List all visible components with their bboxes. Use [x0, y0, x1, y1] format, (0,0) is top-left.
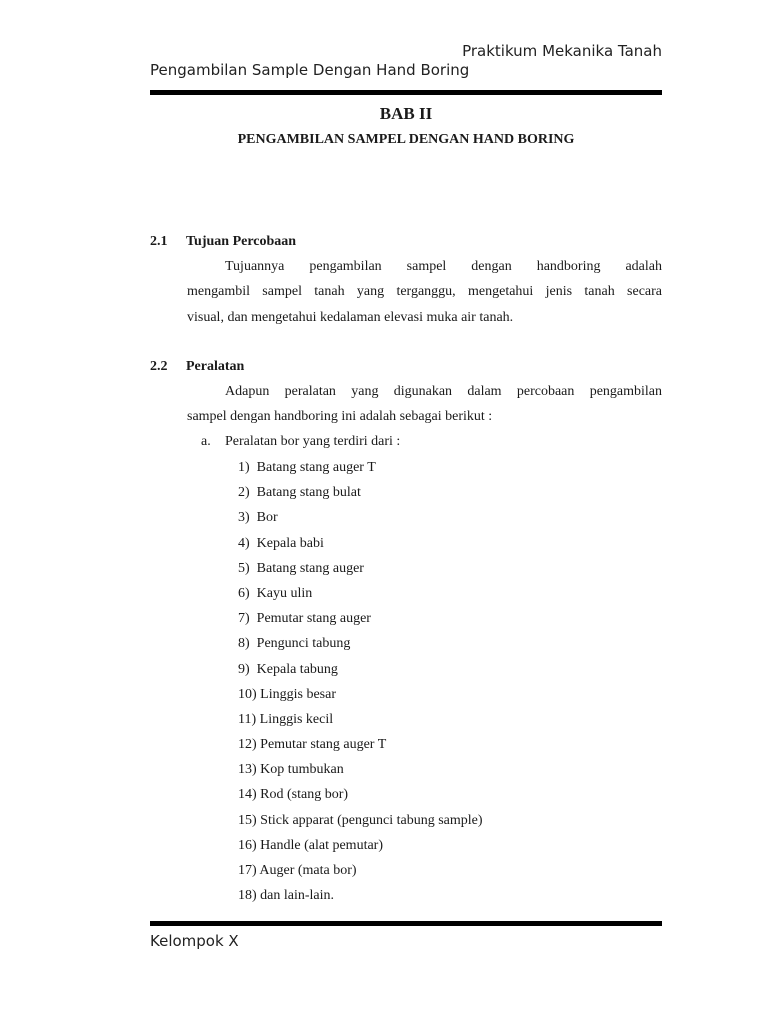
section-heading-2-1: [150, 234, 296, 250]
list-item: 2) Batang stang bulat: [238, 485, 361, 501]
paragraph-line: mengambil sampel tanah yang terganggu, mengetahui jenis tanah secara: [187, 284, 662, 299]
list-item: 11) Linggis kecil: [238, 711, 334, 727]
chapter-number: BAB II: [379, 104, 433, 123]
list-item: 7) Pemutar stang auger: [238, 611, 371, 627]
list-item: 17) Auger (mata bor): [238, 863, 357, 878]
sublist-label: Peralatan bor yang terdiri dari :: [225, 434, 401, 449]
paragraph-line: Tujuannya pengambilan sampel dengan handboring adalah: [225, 259, 662, 274]
list-item: 18) dan lain-lain.: [238, 888, 335, 904]
header-topic: Pengambilan Sample Dengan Hand Boring: [150, 61, 470, 79]
sublist-marker: a.: [201, 434, 211, 449]
footer-rule: [150, 921, 662, 926]
section-number: 2.2: [150, 359, 168, 374]
chapter-title: PENGAMBILAN SAMPEL DENGAN HAND BORING: [237, 132, 575, 147]
list-item: 6) Kayu ulin: [238, 585, 313, 601]
equipment-list: [238, 458, 483, 911]
list-item: 10) Linggis besar: [238, 686, 336, 702]
header-rule: [150, 90, 662, 95]
section-title: Peralatan: [186, 359, 245, 374]
paragraph-line: visual, dan mengetahui kedalaman elevasi muka air tanah.: [187, 310, 514, 325]
list-item: 14) Rod (stang bor): [238, 787, 349, 803]
list-item: 12) Pemutar stang auger T: [238, 737, 387, 753]
list-item: 13) Kop tumbukan: [238, 762, 344, 778]
list-item: 4) Kepala babi: [238, 535, 324, 551]
footer-group: Kelompok X: [150, 932, 239, 950]
section-number: 2.1: [150, 234, 168, 249]
section-heading-2-2: [150, 359, 244, 375]
list-item: 5) Batang stang auger: [238, 560, 364, 576]
header-course: Praktikum Mekanika Tanah: [462, 42, 662, 60]
list-item: 16) Handle (alat pemutar): [238, 837, 383, 853]
paragraph-line: sampel dengan handboring ini adalah sebagai berikut :: [187, 409, 493, 424]
paragraph-line: Adapun peralatan yang digunakan dalam percobaan pengambilan: [225, 384, 662, 399]
list-item: 15) Stick apparat (pengunci tabung sample): [238, 812, 483, 828]
list-item: 9) Kepala tabung: [238, 661, 338, 677]
list-item: 3) Bor: [238, 510, 278, 526]
list-item: 1) Batang stang auger T: [238, 460, 376, 475]
section-title: Tujuan Percobaan: [186, 234, 297, 249]
list-item: 8) Pengunci tabung: [238, 636, 351, 652]
